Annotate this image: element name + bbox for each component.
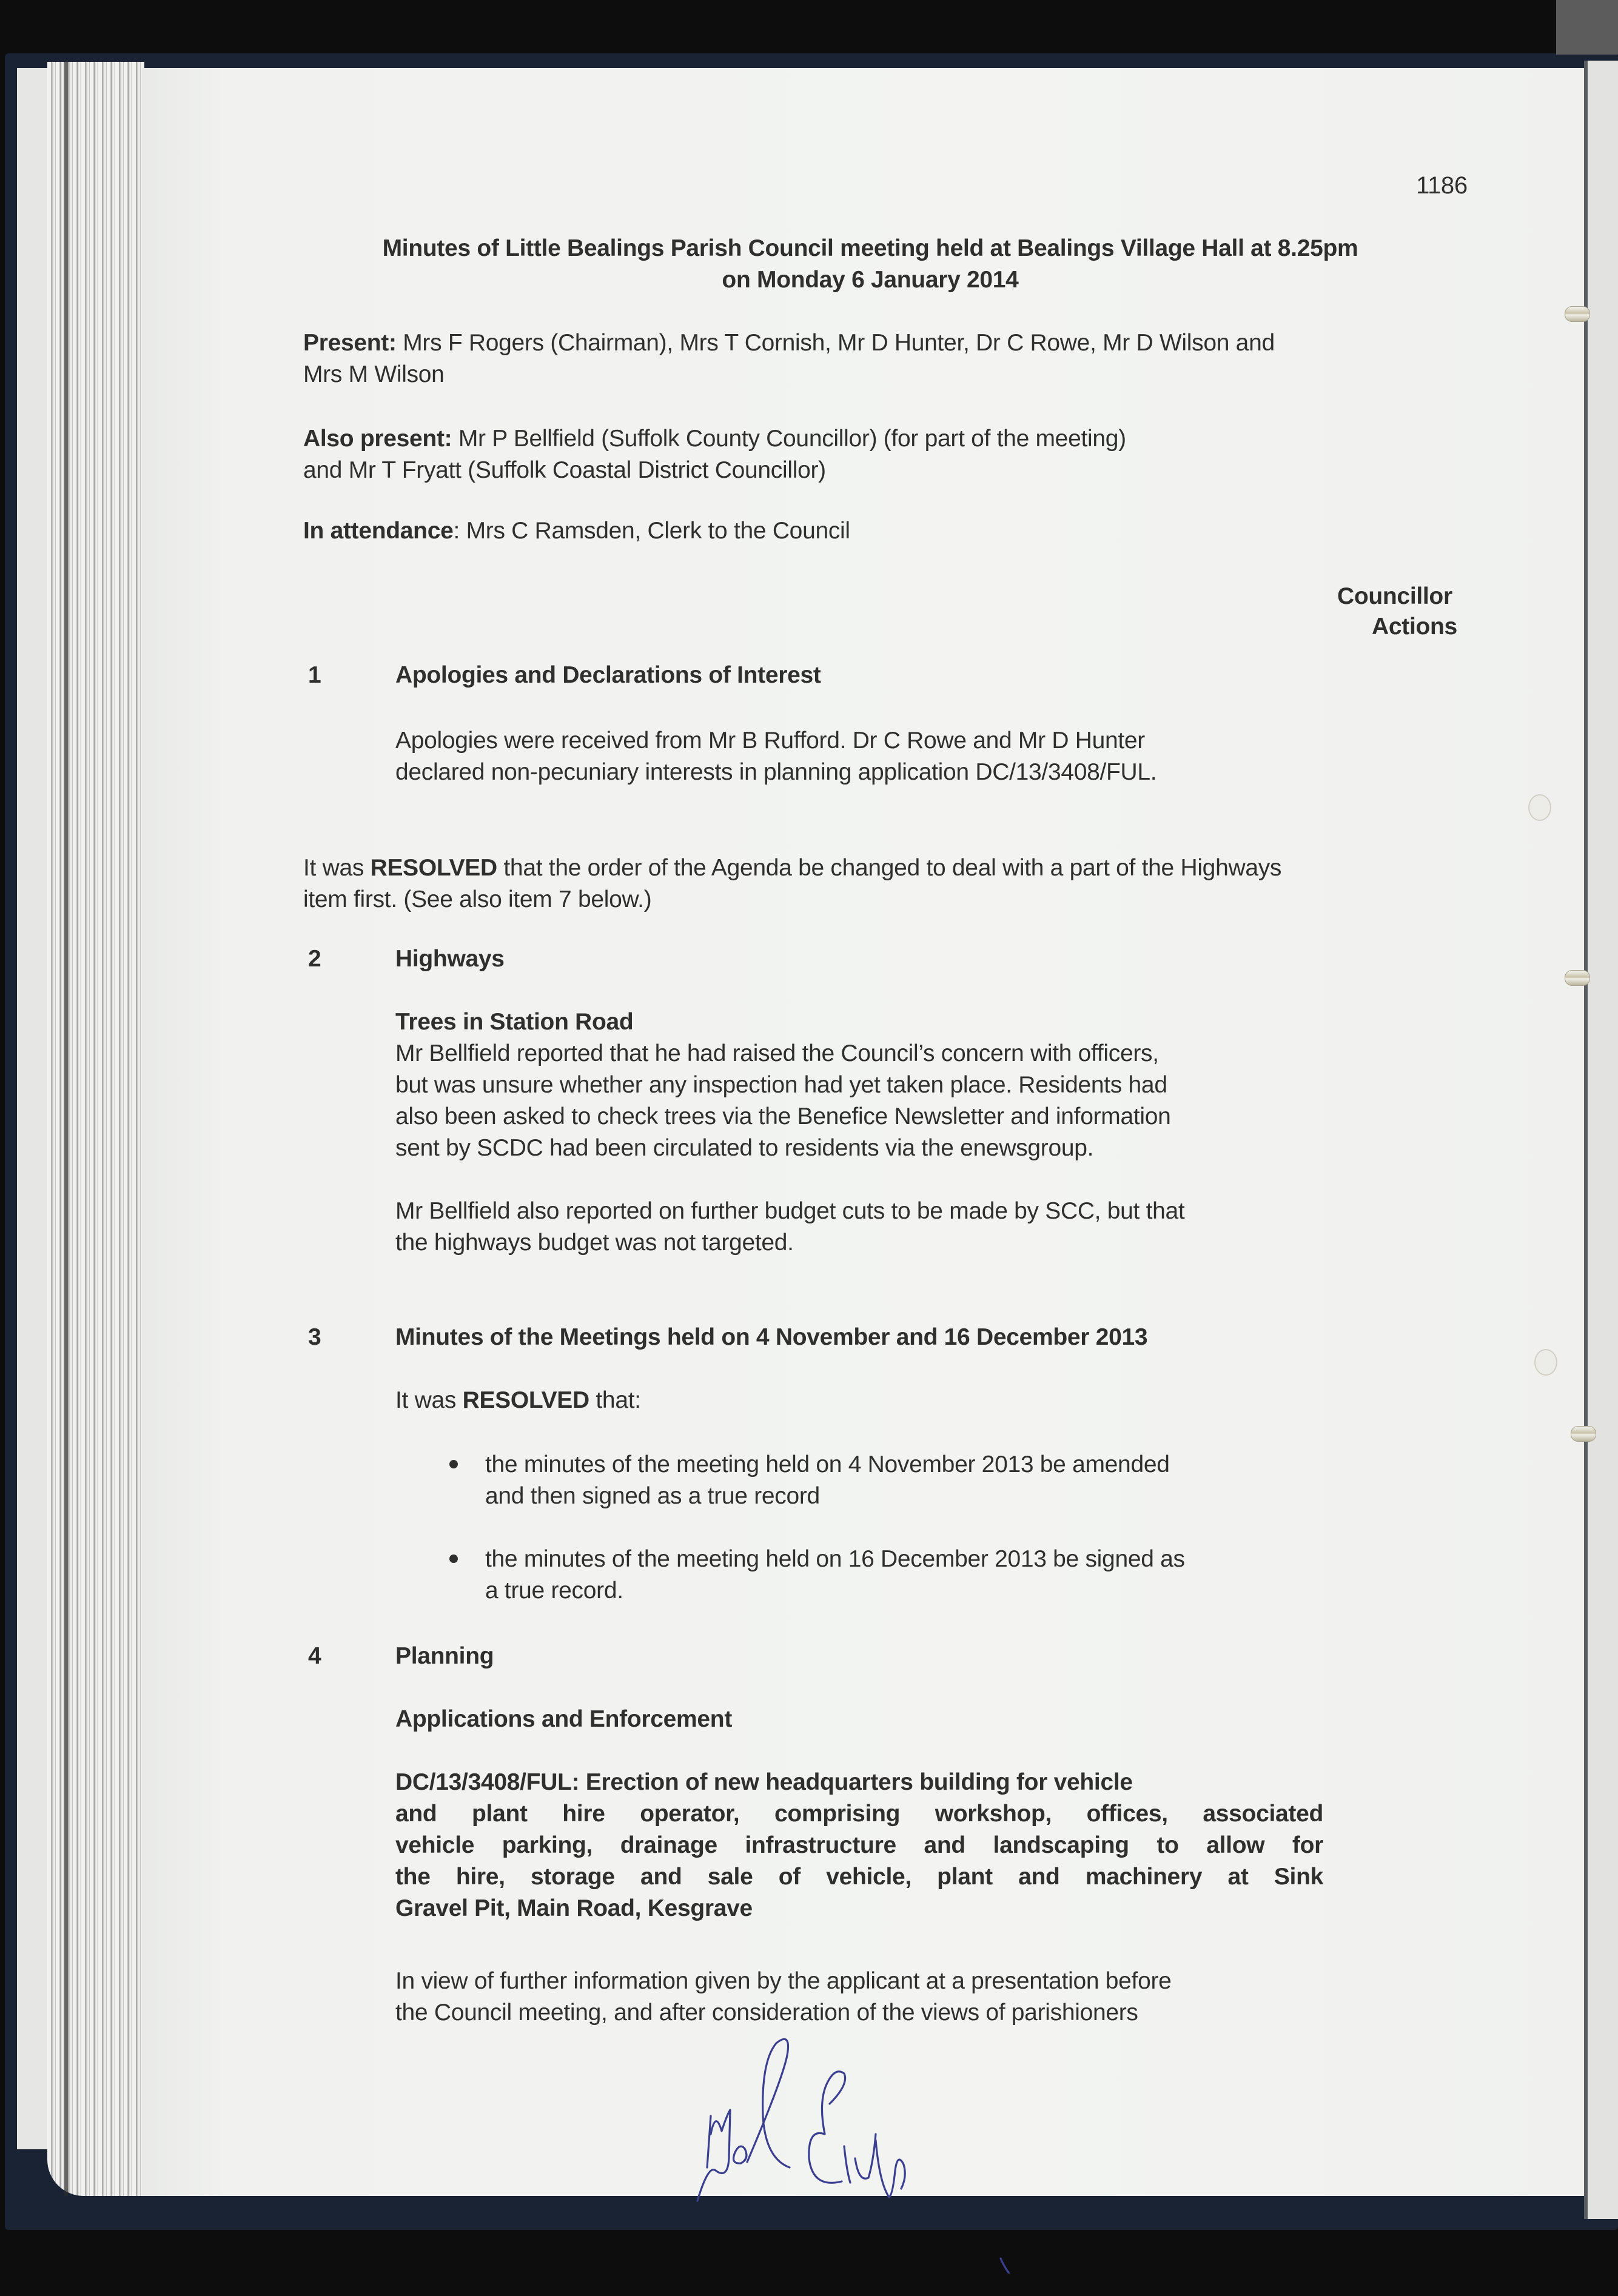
- binder-ring: [1565, 306, 1590, 322]
- resolution-text: that:: [589, 1387, 641, 1413]
- item-paragraph-line: the highways budget was not targeted.: [395, 1230, 794, 1256]
- actions-column-header-line-2: Actions: [1372, 614, 1457, 640]
- item-paragraph-line: declared non-pecuniary interests in planning application DC/13/3408/FUL.: [395, 759, 1157, 785]
- also-present-names-cont: and Mr T Fryatt (Suffolk Coastal District Councillor): [303, 457, 826, 483]
- binder-ring: [1571, 1426, 1596, 1442]
- resolved-keyword: RESOLVED: [370, 855, 497, 881]
- signature-stroke: [809, 2072, 850, 2183]
- bullet-line: the minutes of the meeting held on 16 December 2013 be signed as: [485, 1546, 1185, 1572]
- present-names-cont: Mrs M Wilson: [303, 361, 445, 387]
- item-number: 2: [308, 946, 321, 972]
- item-heading: Apologies and Declarations of Interest: [395, 662, 821, 688]
- item-heading: Planning: [395, 1643, 494, 1669]
- in-attendance-label: In attendance: [303, 518, 454, 544]
- application-line: the hire, storage and sale of vehicle, plant and machinery at Sink: [395, 1864, 1323, 1890]
- in-attendance-line: [303, 515, 850, 547]
- item-paragraph-line: Apologies were received from Mr B Rufford. Dr C Rowe and Mr D Hunter: [395, 728, 1145, 754]
- page-fold-shadow: [1584, 61, 1588, 2219]
- item-paragraph-line: but was unsure whether any inspection had yet taken place. Residents had: [395, 1072, 1167, 1098]
- also-present-names: Mr P Bellfield (Suffolk County Councillor) (for part of the meeting): [452, 426, 1126, 452]
- also-present-line: [303, 423, 1126, 455]
- resolution-line: [303, 852, 1281, 884]
- signature-stroke: [1001, 2258, 1013, 2274]
- item-paragraph-line: sent by SCDC had been circulated to residents via the enewsgroup.: [395, 1135, 1094, 1161]
- resolution-line: [395, 1385, 641, 1416]
- resolution-prefix: It was: [303, 855, 371, 881]
- in-attendance-text: : Mrs C Ramsden, Clerk to the Council: [453, 518, 850, 544]
- resolved-keyword: RESOLVED: [462, 1387, 589, 1413]
- item-paragraph-line: also been asked to check trees via the Benefice Newsletter and information: [395, 1103, 1171, 1130]
- actions-column-header-line-1: Councillor: [1337, 583, 1452, 609]
- present-label: Present:: [303, 330, 397, 356]
- item-heading: Highways: [395, 946, 505, 972]
- application-line: Gravel Pit, Main Road, Kesgrave: [395, 1895, 753, 1921]
- signature-stroke: [734, 2039, 790, 2167]
- item-subheading: Trees in Station Road: [395, 1009, 634, 1035]
- punch-hole: [1528, 794, 1551, 821]
- application-line: and plant hire operator, comprising workshop, offices, associated: [395, 1801, 1323, 1827]
- background-surface: [1556, 0, 1618, 55]
- signature-stroke: [855, 2134, 905, 2197]
- page-stack-edges: [47, 62, 144, 2196]
- present-names: Mrs F Rogers (Chairman), Mrs T Cornish, Mr D Hunter, Dr C Rowe, Mr D Wilson and: [396, 330, 1275, 356]
- document-title-line-2: on Monday 6 January 2014: [722, 267, 1019, 293]
- item-paragraph-line: the Council meeting, and after consideration of the views of parishioners: [395, 2000, 1138, 2026]
- item-heading: Minutes of the Meetings held on 4 November and 16 December 2013: [395, 1324, 1148, 1350]
- also-present-label: Also present:: [303, 426, 452, 452]
- item-paragraph-line: In view of further information given by the applicant at a presentation before: [395, 1968, 1172, 1994]
- resolution-text: that the order of the Agenda be changed to deal with a part of the Highways: [497, 855, 1282, 881]
- bullet-line: and then signed as a true record: [485, 1483, 820, 1509]
- bullet-icon: [449, 1555, 458, 1563]
- signature-stroke: [697, 2110, 730, 2201]
- bullet-icon: [449, 1460, 458, 1468]
- item-paragraph-line: Mr Bellfield reported that he had raised the Council’s concern with officers,: [395, 1040, 1159, 1066]
- item-paragraph-line: Mr Bellfield also reported on further budget cuts to be made by SCC, but that: [395, 1198, 1185, 1224]
- item-number: 3: [308, 1324, 321, 1350]
- next-page-edge: [1588, 61, 1618, 2219]
- punch-hole: [1534, 1349, 1557, 1376]
- document-title-line-1: Minutes of Little Bealings Parish Council meeting held at Bealings Village Hall at 8.25pm: [382, 235, 1358, 261]
- binder-ring: [1565, 970, 1590, 986]
- resolution-prefix: It was: [395, 1387, 463, 1413]
- item-subheading: Applications and Enforcement: [395, 1706, 733, 1732]
- application-line: DC/13/3408/FUL: Erection of new headquarters building for vehicle: [395, 1769, 1133, 1795]
- item-number: 4: [308, 1643, 321, 1669]
- bullet-line: the minutes of the meeting held on 4 November 2013 be amended: [485, 1451, 1170, 1478]
- page-number: 1186: [1416, 172, 1468, 199]
- item-number: 1: [308, 662, 321, 688]
- application-line: vehicle parking, drainage infrastructure and landscaping to allow for: [395, 1832, 1323, 1858]
- bullet-line: a true record.: [485, 1578, 623, 1604]
- present-line: [303, 327, 1275, 359]
- handwritten-signature: [691, 2019, 1128, 2274]
- resolution-line-cont: item first. (See also item 7 below.): [303, 886, 652, 912]
